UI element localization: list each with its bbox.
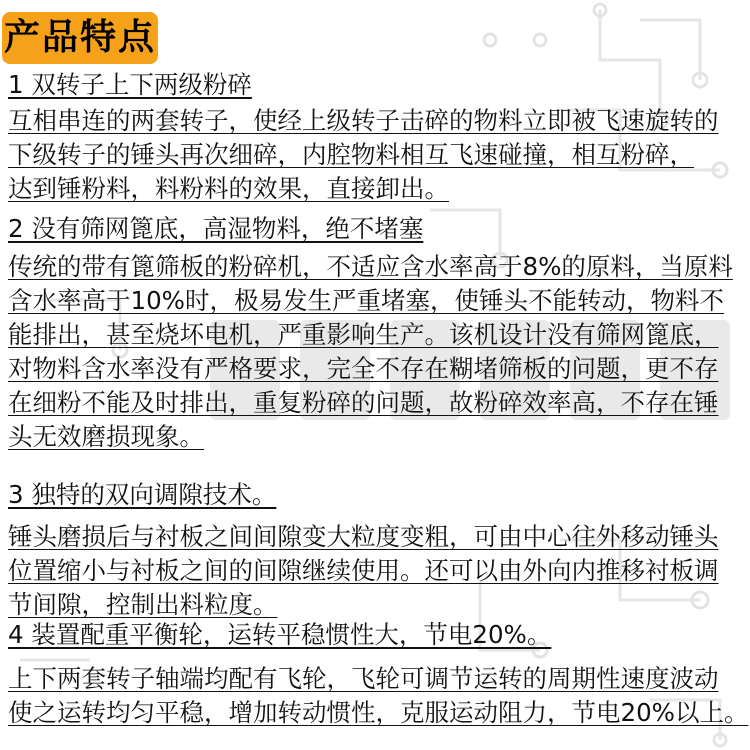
body-line: 节间隙，控制出料粒度。 <box>8 590 278 619</box>
body-line: 上下两套转子轴端均配有飞轮，飞轮可调节运转的周期性速度波动 <box>8 664 719 693</box>
heading-text: 3 独特的双向调隙技术。 <box>8 480 277 509</box>
body-line: 头无效磨损现象。 <box>8 422 204 451</box>
body-line: 位置缩小与衬板之间的间隙继续使用。还可以由外向内推移衬板调 <box>8 556 719 585</box>
section-2-heading <box>8 212 746 246</box>
body-line: 在细粉不能及时排出，重复粉碎的问题，故粉碎效率高，不存在锤 <box>8 388 719 417</box>
body-line: 使之运转均匀平稳，增加转动惯性，克服运动阻力，节电20%以上。 <box>8 698 749 727</box>
body-line: 含水率高于10%时，极易发生严重堵塞，使锤头不能转动，物料不 <box>8 286 724 315</box>
page-title: 产品特点 <box>2 12 158 64</box>
section-2-body <box>8 250 746 454</box>
body-line: 下级转子的锤头再次细碎，内腔物料相互飞速碰撞，相互粉碎， <box>8 140 694 169</box>
body-line: 能排出，甚至烧坏电机，严重影响生产。该机设计没有筛网篦底， <box>8 320 719 349</box>
heading-text: 4 装置配重平衡轮，运转平稳惯性大，节电20%。 <box>8 620 552 649</box>
body-line: 达到锤粉料，料粉料的效果，直接卸出。 <box>8 174 449 203</box>
body-line: 锤头磨损后与衬板之间间隙变大粒度变粗，可由中心往外移动锤头 <box>8 522 719 551</box>
section-4-body <box>8 662 749 730</box>
body-line: 对物料含水率没有严格要求，完全不存在糊堵筛板的问题，更不存 <box>8 354 719 383</box>
section-1-body <box>8 104 746 206</box>
heading-text: 1 双转子上下两级粉碎 <box>8 70 252 99</box>
section-1-heading <box>8 68 746 102</box>
heading-text: 2 没有筛网篦底，高湿物料，绝不堵塞 <box>8 214 424 243</box>
body-line: 互相串连的两套转子，使经上级转子击碎的物料立即被飞速旋转的 <box>8 106 719 135</box>
section-3-body <box>8 520 746 622</box>
body-line: 传统的带有篦筛板的粉碎机，不适应含水率高于8%的原料，当原料 <box>8 252 733 281</box>
section-3-heading <box>8 478 746 512</box>
section-4-heading <box>8 618 746 652</box>
